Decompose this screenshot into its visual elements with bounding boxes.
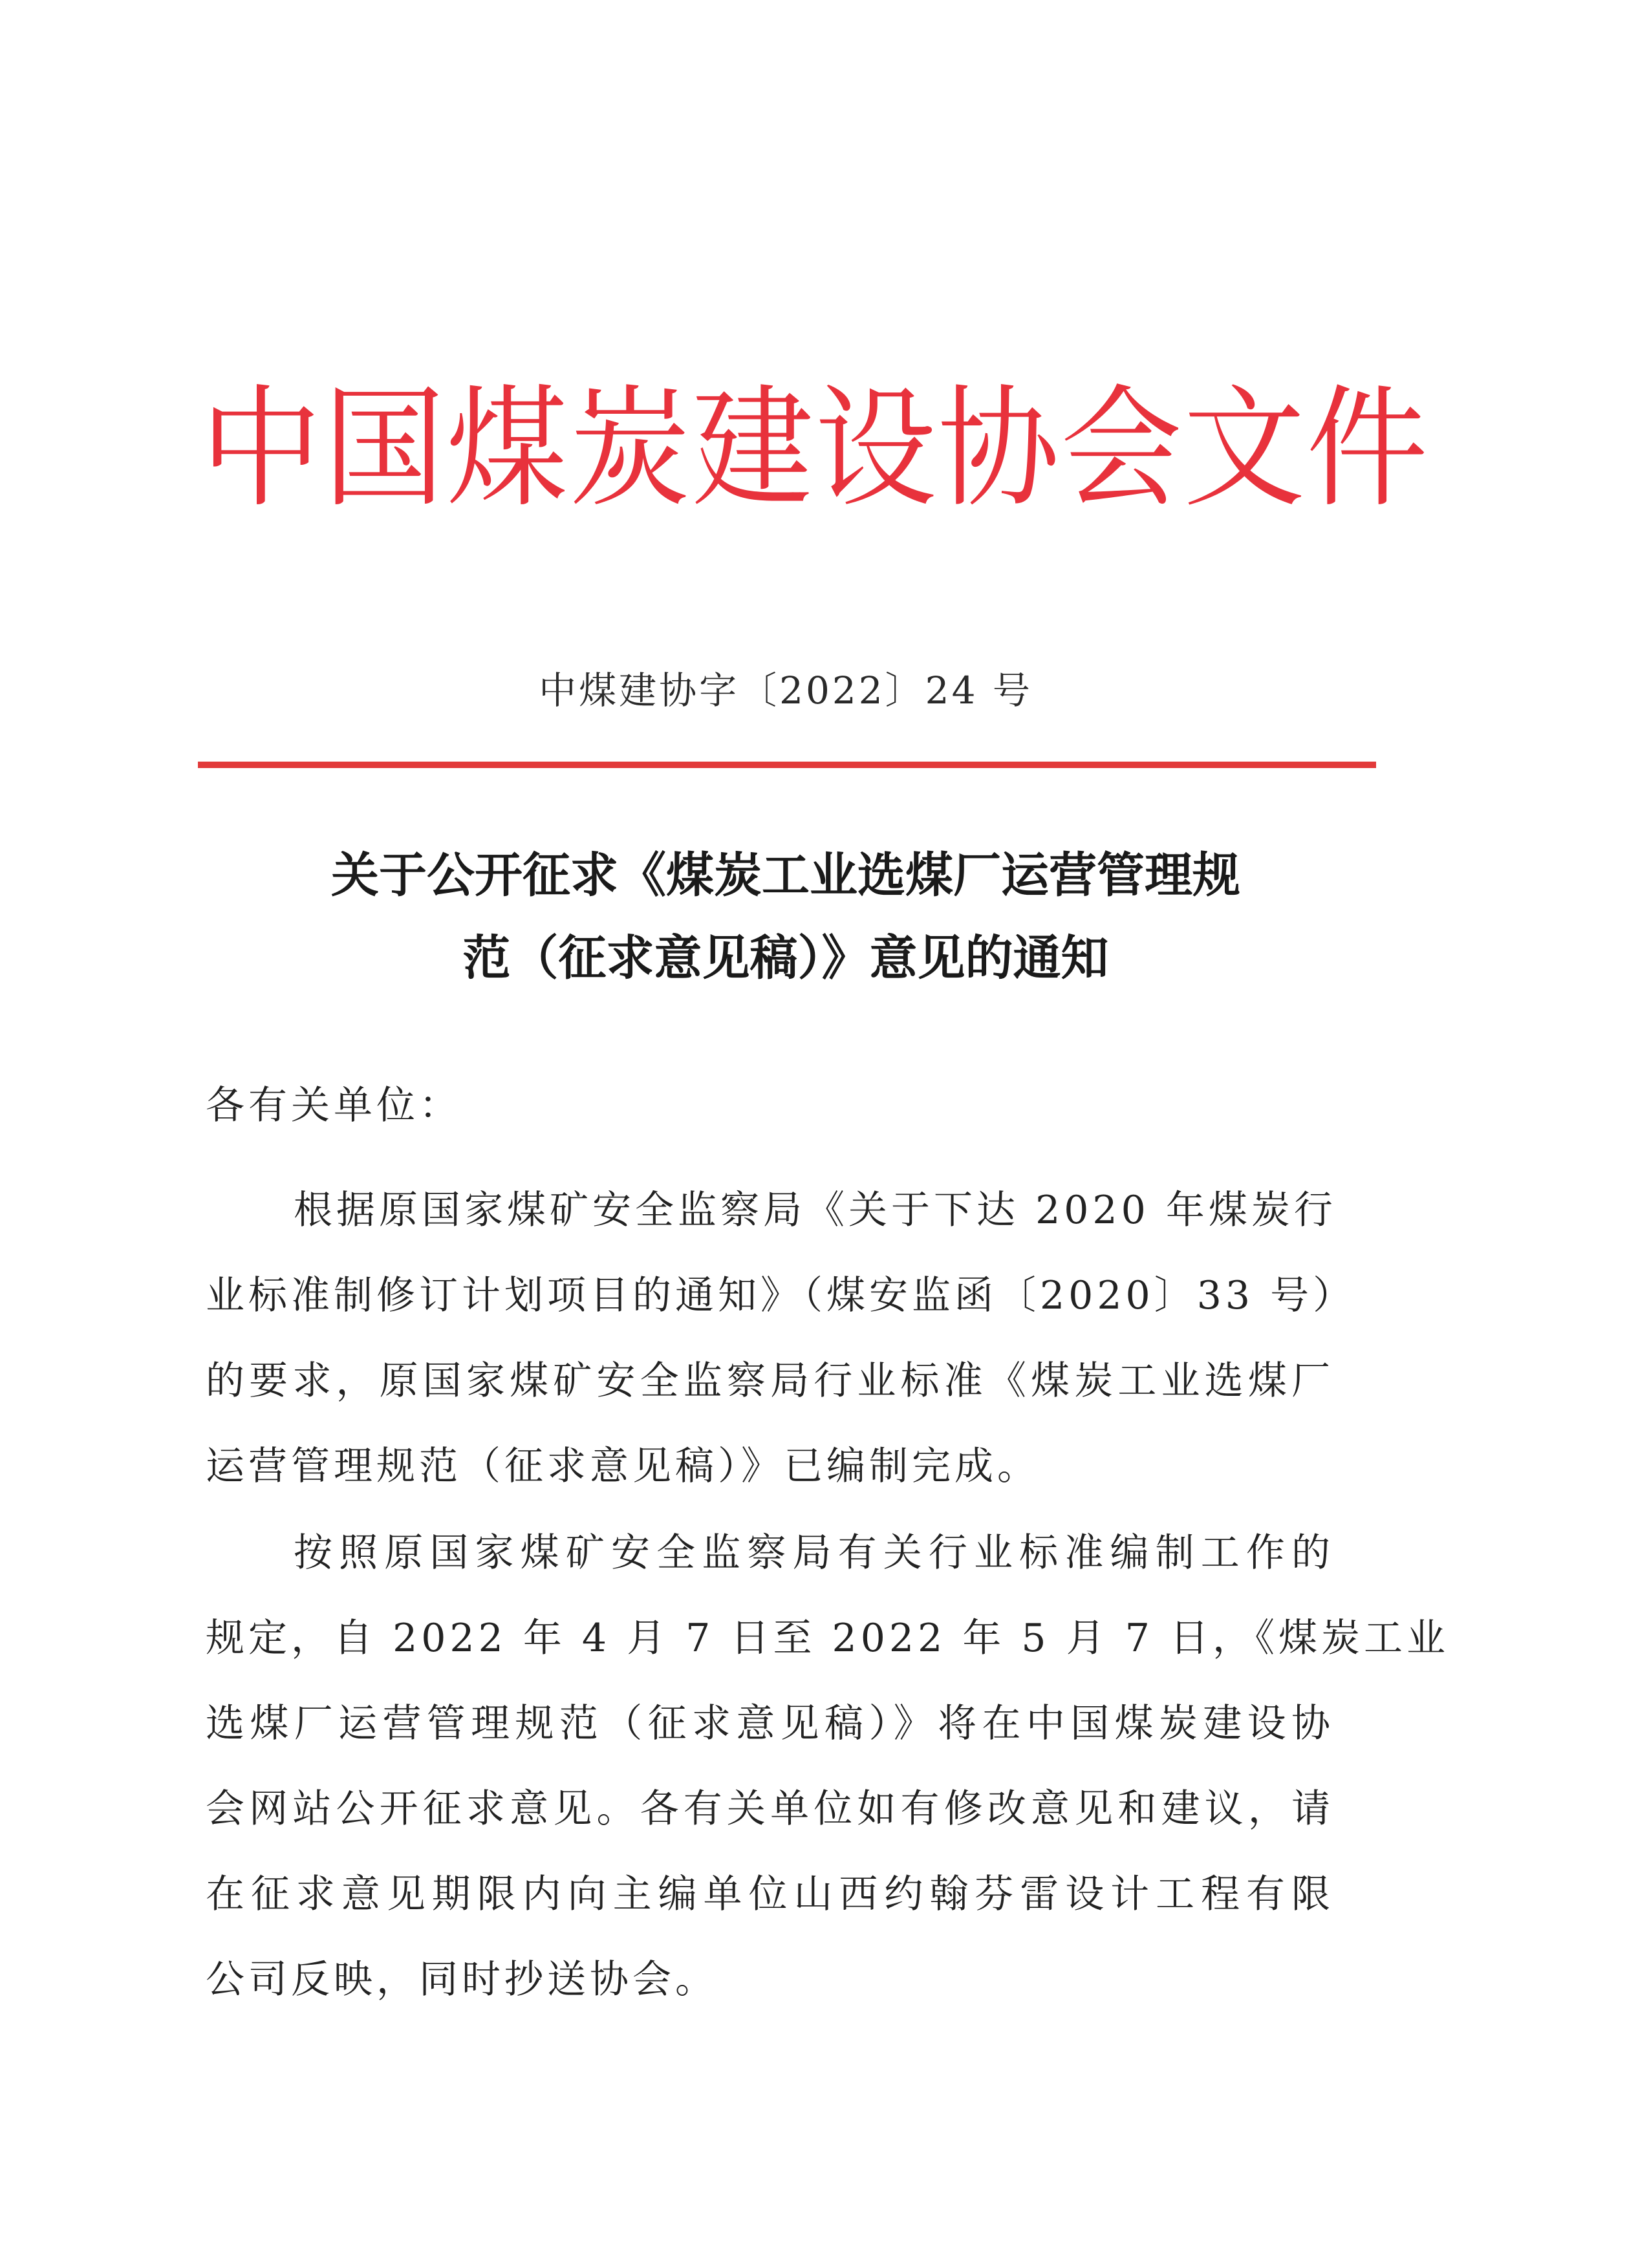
paragraph-line: 按照原国家煤矿安全监察局有关行业标准编制工作的 [294, 1530, 1334, 1576]
header-red-rule [198, 762, 1376, 768]
body-paragraph-2 [206, 1510, 1449, 2022]
notice-title [194, 834, 1377, 1000]
notice-title-line-2: 范（征求意见稿）》意见的通知 [462, 930, 1109, 986]
document-number: 中煤建协字〔2022〕24 号 [539, 669, 1033, 712]
paragraph-line: 根据原国家煤矿安全监察局《关于下达 2020 年煤炭行 [294, 1188, 1337, 1233]
paragraph-line: 业标准制修订计划项目的通知》（煤安监函〔2020〕33 号） [206, 1273, 1356, 1318]
body-paragraph-1 [206, 1168, 1356, 1509]
paragraph-line: 公司反映，同时抄送协会。 [206, 1957, 718, 2002]
paragraph-line: 会网站公开征求意见。各有关单位如有修改意见和建议，请 [206, 1786, 1334, 1832]
paragraph-line: 运营管理规范（征求意见稿）》已编制完成。 [206, 1444, 1040, 1489]
paragraph-line: 规定，自 2022 年 4 月 7 日至 2022 年 5 月 7 日，《煤炭工业 [206, 1616, 1449, 1661]
document-header-title: 中国煤炭建设协会文件 [200, 372, 1429, 526]
paragraph-line: 在征求意见期限内向主编单位山西约翰芬雷设计工程有限 [206, 1872, 1334, 1917]
paragraph-line: 选煤厂运营管理规范（征求意见稿）》将在中国煤炭建设协 [206, 1701, 1334, 1746]
salutation: 各有关单位： [206, 1083, 462, 1128]
paragraph-line: 的要求，原国家煤矿安全监察局行业标准《煤炭工业选煤厂 [206, 1358, 1334, 1404]
notice-title-line-1: 关于公开征求《煤炭工业选煤厂运营管理规 [331, 848, 1240, 903]
